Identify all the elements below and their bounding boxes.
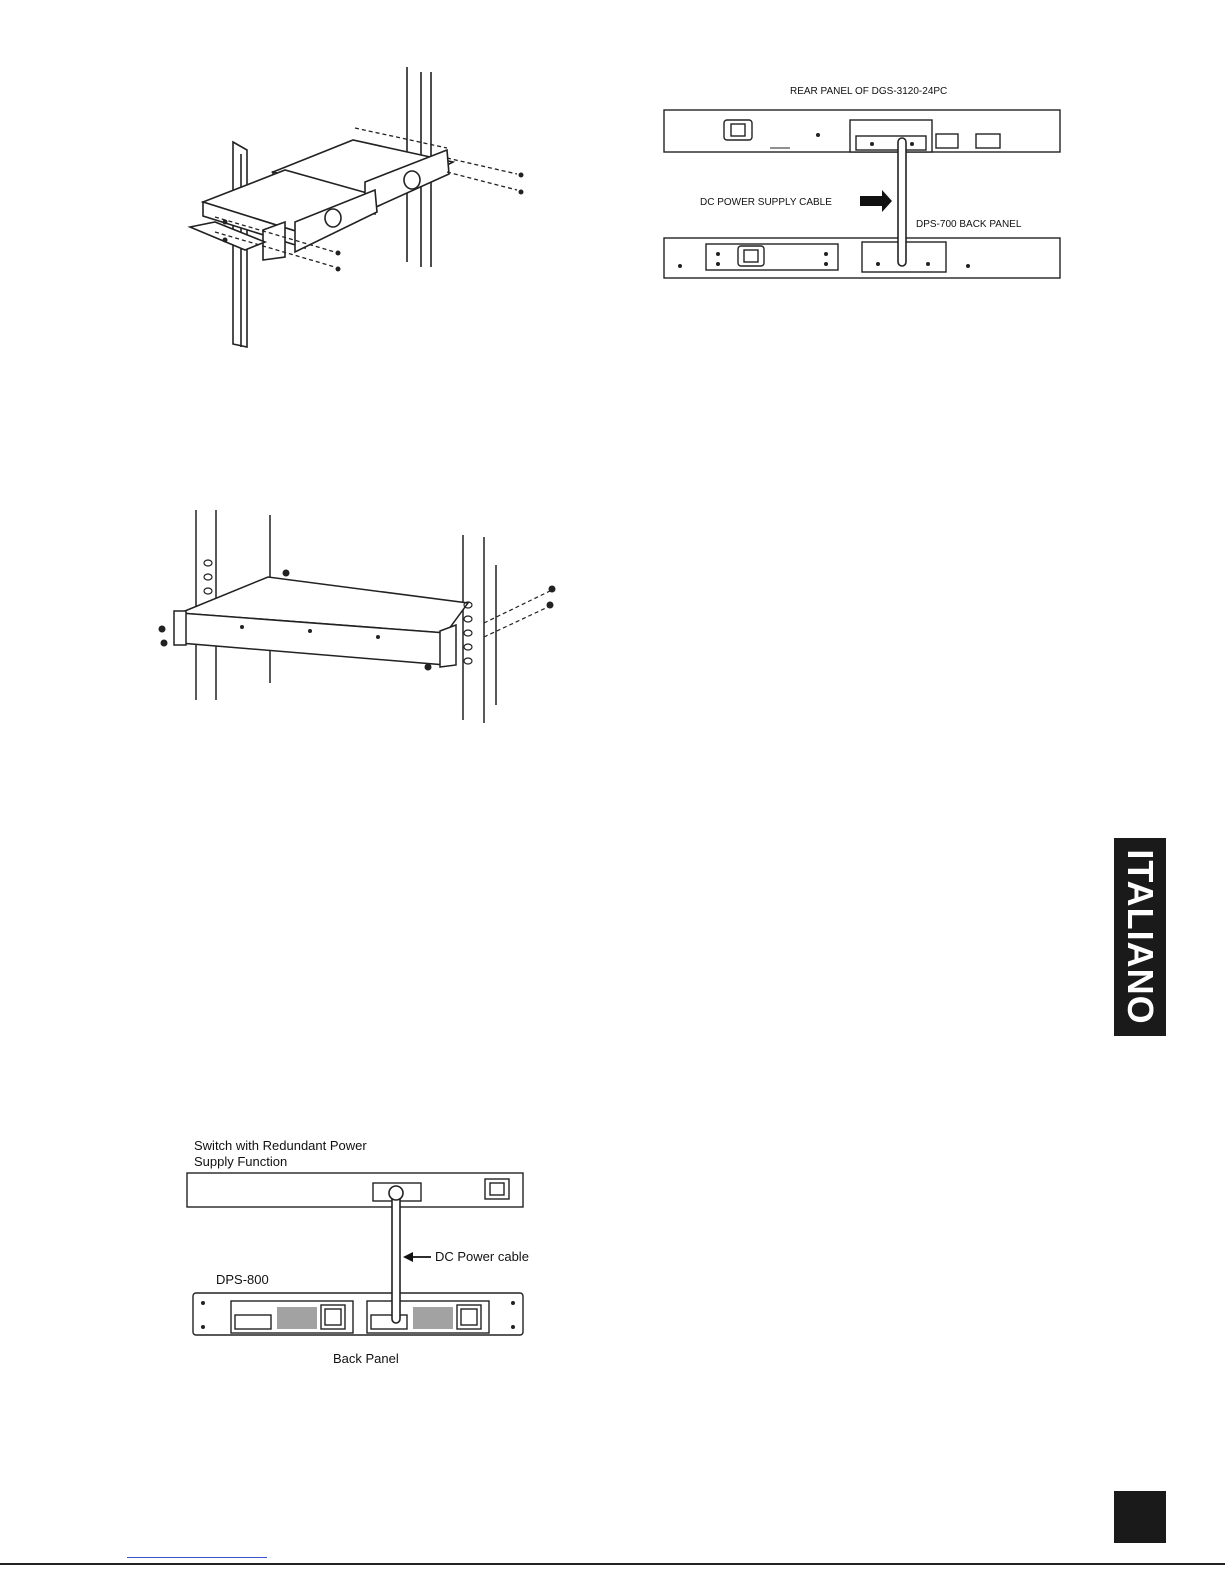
language-tab <box>1114 838 1166 1036</box>
rack-bracket-illustration-icon <box>185 62 535 352</box>
dc-power-cable-label: DC Power cable <box>435 1249 529 1264</box>
rear-panel-title: REAR PANEL OF DGS-3120-24PC <box>790 86 948 97</box>
switch-label-line2: Supply Function <box>194 1154 288 1169</box>
dc-power-supply-cable-label: DC POWER SUPPLY CABLE <box>700 197 832 208</box>
back-panel-label: Back Panel <box>333 1351 399 1366</box>
rack-bracket-figure <box>185 62 535 352</box>
rack-mount-figure <box>150 505 570 730</box>
rear-panel-diagram-icon <box>660 82 1065 287</box>
footer-link-underline[interactable] <box>127 1557 267 1558</box>
page-number-box <box>1114 1491 1166 1543</box>
footer-rule <box>0 1563 1225 1565</box>
switch-label-line1: Switch with Redundant Power <box>194 1138 367 1153</box>
language-tab-label: ITALIANO <box>1120 849 1161 1025</box>
dps-800-label: DPS-800 <box>216 1272 269 1287</box>
dps-700-back-panel-label: DPS-700 BACK PANEL <box>916 219 1022 230</box>
rear-panel-figure <box>660 82 1065 287</box>
rack-mount-illustration-icon <box>150 505 570 730</box>
dps-800-figure <box>183 1135 538 1370</box>
